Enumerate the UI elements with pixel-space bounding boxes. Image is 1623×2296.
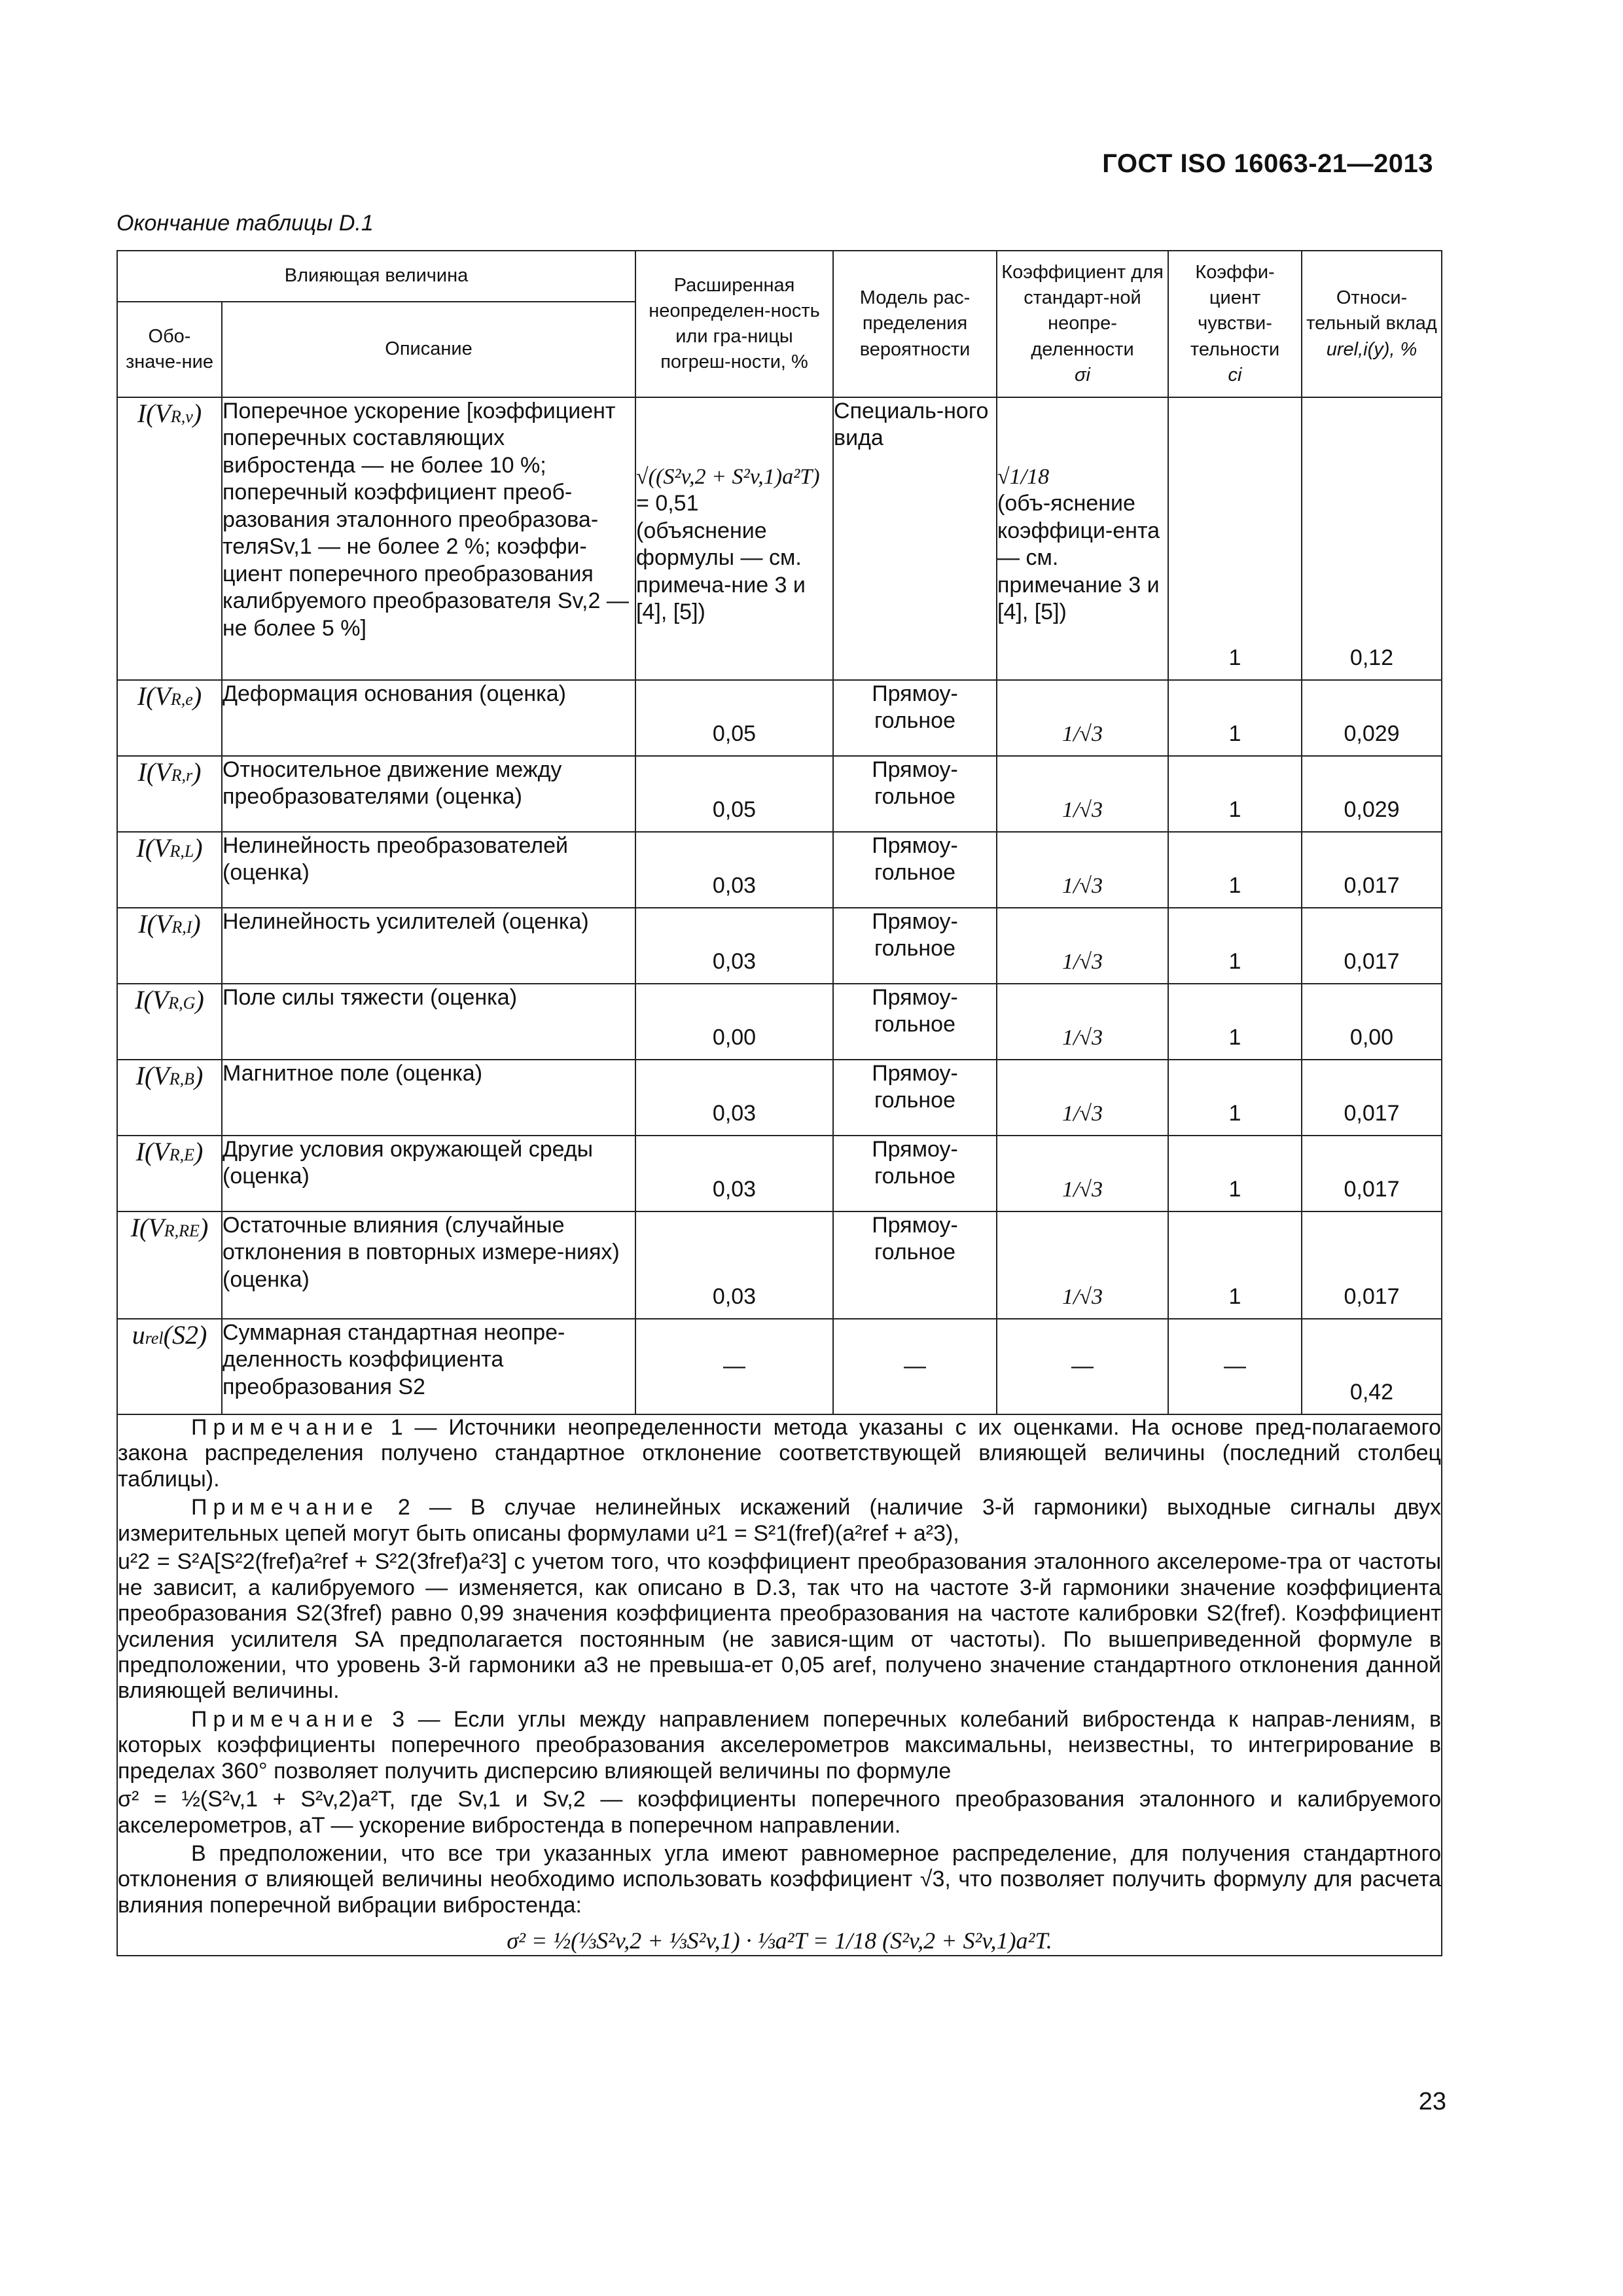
row-contribution: 0,029: [1302, 680, 1442, 756]
document-standard-header: ГОСТ ISO 16063-21—2013: [1102, 149, 1433, 178]
row-uncertainty: [635, 397, 833, 680]
note-2: Примечание 2 — В случае нелинейных искажений (наличие 3-й гармоники) выходные сигналы двух измерительных цепей могут быть описаны формулами u²1 = S²1(fref)(a²ref + a²3),: [118, 1495, 1442, 1546]
row-description: Поперечное ускорение [коэффициент поперечных составляющих вибростенда — не более 10 %; поперечный коэффициент преоб-разования эталонного преобразова-теляSv,1 — не более 2 %; коэффи-циент поперечного преобразования калибруемого преобразователя Sv,2 — не более 5 %]: [222, 397, 635, 680]
row-sensitivity: 1: [1168, 397, 1302, 680]
uncertainty-text: = 0,51 (объяснение формулы — см. примеча-ние 3 и [4], [5]): [636, 491, 806, 625]
header-std-uncertainty-coef-label: Коэффициент для стандарт-ной неопре-деленности: [1001, 262, 1164, 360]
table-row: [117, 397, 1442, 680]
row-symbol: I(VR,e): [117, 680, 222, 756]
notes-row: [117, 1414, 1442, 1956]
row-sensitivity: 1: [1168, 984, 1302, 1060]
header-relative-contribution: [1302, 251, 1442, 397]
row-coef: 1/√3: [997, 680, 1168, 756]
row-uncertainty: 0,05: [635, 756, 833, 832]
row-contribution: 0,00: [1302, 984, 1442, 1060]
table-row: [117, 832, 1442, 908]
table-caption: Окончание таблицы D.1: [116, 211, 374, 236]
row-model: Прямоу-гольное: [833, 1136, 997, 1211]
row-contribution: 0,12: [1302, 397, 1442, 680]
header-sensitivity-coef: [1168, 251, 1302, 397]
row-contribution: 0,029: [1302, 756, 1442, 832]
row-uncertainty: 0,03: [635, 1136, 833, 1211]
row-symbol: I(VR,I): [117, 908, 222, 984]
row-coef: —: [997, 1319, 1168, 1414]
row-uncertainty: 0,00: [635, 984, 833, 1060]
page-number: 23: [1418, 2088, 1446, 2115]
row-uncertainty: —: [635, 1319, 833, 1414]
row-uncertainty: 0,03: [635, 1060, 833, 1136]
note-2-continued: u²2 = S²A[S²2(fref)a²ref + S²2(3fref)a²3] с учетом того, что коэффициент преобразования эталонного акселероме-тра от частоты не зависит, а калибруемого — изменяется, как описано в D.3, так что на частоте 3-й гармоники значение коэффициента преобразования S2(3fref) равно 0,99 значения коэффициента преобразования на частоте калибровки S2(fref). Коэффициент усиления усилителя SA предполагается постоянным (не завися-щим от частоты). По вышеприведенной формуле в предположении, что уровень 3-й гармоники a3 не превыша-ет 0,05 aref, получено значение стандартного отклонения данной влияющей величины.: [118, 1549, 1442, 1704]
uncertainty-formula: √((S²v,2 + S²v,1)a²T): [636, 465, 820, 489]
row-symbol: I(VR,RE): [117, 1211, 222, 1319]
table-row: [117, 756, 1442, 832]
row-model: Прямоу-гольное: [833, 1060, 997, 1136]
row-sensitivity: 1: [1168, 756, 1302, 832]
row-description: Нелинейность усилителей (оценка): [222, 908, 635, 984]
header-ci-symbol: ci: [1228, 364, 1242, 386]
row-contribution: 0,017: [1302, 1060, 1442, 1136]
row-contribution: 0,017: [1302, 908, 1442, 984]
row-sensitivity: 1: [1168, 1211, 1302, 1319]
note-3-formula: σ² = ½(S²v,1 + S²v,2)a²T, где Sv,1 и Sv,2 — коэффициенты поперечного преобразования эталонного и калибруемого акселерометров, aT — ускорение вибростенда в поперечном направлении.: [118, 1787, 1442, 1838]
table-row: [117, 680, 1442, 756]
row-symbol: I(VR,G): [117, 984, 222, 1060]
header-distribution-model: Модель рас-пределения вероятности: [833, 251, 997, 397]
note-3: Примечание 3 — Если углы между направлением поперечных колебаний вибростенда к направ-лениям, в которых коэффициенты поперечного преобразования акселерометров максимальны, неизвестны, то интегрирование в пределах 360° позволяет получить дисперсию влияющей величины по формуле: [118, 1706, 1442, 1784]
row-uncertainty: 0,03: [635, 832, 833, 908]
row-symbol: I(VR,E): [117, 1136, 222, 1211]
row-contribution: 0,017: [1302, 832, 1442, 908]
final-formula: σ² = ½(⅓S²v,2 + ⅓S²v,1) · ⅓a²T = 1/18 (S²v,2 + S²v,1)a²T.: [507, 1928, 1052, 1954]
row-model: Прямоу-гольное: [833, 1211, 997, 1319]
row-coef: 1/√3: [997, 1211, 1168, 1319]
header-description: Описание: [222, 302, 635, 397]
note-3-continued: В предположении, что все три указанных угла имеют равномерное распределение, для получения стандартного отклонения σ влияющей величины необходимо использовать коэффициент √3, что позволяет получить формулу для расчета влияния поперечной вибрации вибростенда:: [118, 1841, 1442, 1918]
row-description: Другие условия окружающей среды (оценка): [222, 1136, 635, 1211]
row-sensitivity: 1: [1168, 1136, 1302, 1211]
row-uncertainty: 0,03: [635, 1211, 833, 1319]
uncertainty-table: [116, 250, 1442, 1956]
row-sensitivity: 1: [1168, 1060, 1302, 1136]
row-description: Поле силы тяжести (оценка): [222, 984, 635, 1060]
row-symbol: I(VR,B): [117, 1060, 222, 1136]
header-expanded-uncertainty: Расширенная неопределен-ность или гра-ницы погреш-ности, %: [635, 251, 833, 397]
row-sensitivity: 1: [1168, 680, 1302, 756]
row-sensitivity: 1: [1168, 908, 1302, 984]
table-row: [117, 984, 1442, 1060]
row-model: Прямоу-гольное: [833, 908, 997, 984]
table-row: [117, 1211, 1442, 1319]
coef-formula: √1/18: [997, 465, 1050, 489]
table-row-total: [117, 1319, 1442, 1414]
header-influence-quantity: Влияющая величина: [117, 251, 635, 302]
table-row: [117, 908, 1442, 984]
row-sensitivity: 1: [1168, 832, 1302, 908]
header-std-uncertainty-coef: [997, 251, 1168, 397]
row-description: Магнитное поле (оценка): [222, 1060, 635, 1136]
row-model: Прямоу-гольное: [833, 756, 997, 832]
header-designation: Обо-значе-ние: [117, 302, 222, 397]
row-coef: 1/√3: [997, 832, 1168, 908]
header-sigma-symbol: σi: [1075, 364, 1090, 386]
header-urel-symbol: urel,i(y), %: [1326, 338, 1418, 360]
row-description: Относительное движение между преобразователями (оценка): [222, 756, 635, 832]
row-description: Остаточные влияния (случайные отклонения в повторных измере-ниях) (оценка): [222, 1211, 635, 1319]
row-symbol: urel(S2): [117, 1319, 222, 1414]
row-coef: [997, 397, 1168, 680]
row-coef: 1/√3: [997, 908, 1168, 984]
row-coef: 1/√3: [997, 1060, 1168, 1136]
row-description: Нелинейность преобразователей (оценка): [222, 832, 635, 908]
coef-text: (объ-яснение коэффици-ента — см. примечание 3 и [4], [5]): [997, 491, 1160, 625]
row-uncertainty: 0,05: [635, 680, 833, 756]
row-sensitivity: —: [1168, 1319, 1302, 1414]
row-coef: 1/√3: [997, 756, 1168, 832]
row-model: Специаль-ного вида: [833, 397, 997, 680]
row-model: Прямоу-гольное: [833, 984, 997, 1060]
table-row: [117, 1060, 1442, 1136]
row-model: —: [833, 1319, 997, 1414]
row-symbol: I(VR,v): [117, 397, 222, 680]
row-uncertainty: 0,03: [635, 908, 833, 984]
header-relative-contribution-label: Относи-тельный вклад: [1306, 287, 1437, 334]
note-1: Примечание 1 — Источники неопределенности метода указаны с их оценками. На основе пред-полагаемого закона распределения получено стандартное отклонение соответствующей влияющей величины (последний столбец таблицы).: [118, 1415, 1442, 1492]
header-sensitivity-coef-label: Коэффи-циент чувстви-тельности: [1190, 262, 1280, 360]
row-coef: 1/√3: [997, 1136, 1168, 1211]
row-description: Деформация основания (оценка): [222, 680, 635, 756]
row-symbol: I(VR,L): [117, 832, 222, 908]
row-contribution: 0,017: [1302, 1211, 1442, 1319]
row-contribution: 0,017: [1302, 1136, 1442, 1211]
row-symbol: I(VR,r): [117, 756, 222, 832]
row-model: Прямоу-гольное: [833, 680, 997, 756]
row-description: Суммарная стандартная неопре-деленность коэффициента преобразования S2: [222, 1319, 635, 1414]
row-coef: 1/√3: [997, 984, 1168, 1060]
table-row: [117, 1136, 1442, 1211]
table-notes: [117, 1414, 1442, 1956]
row-contribution: 0,42: [1302, 1319, 1442, 1414]
row-model: Прямоу-гольное: [833, 832, 997, 908]
